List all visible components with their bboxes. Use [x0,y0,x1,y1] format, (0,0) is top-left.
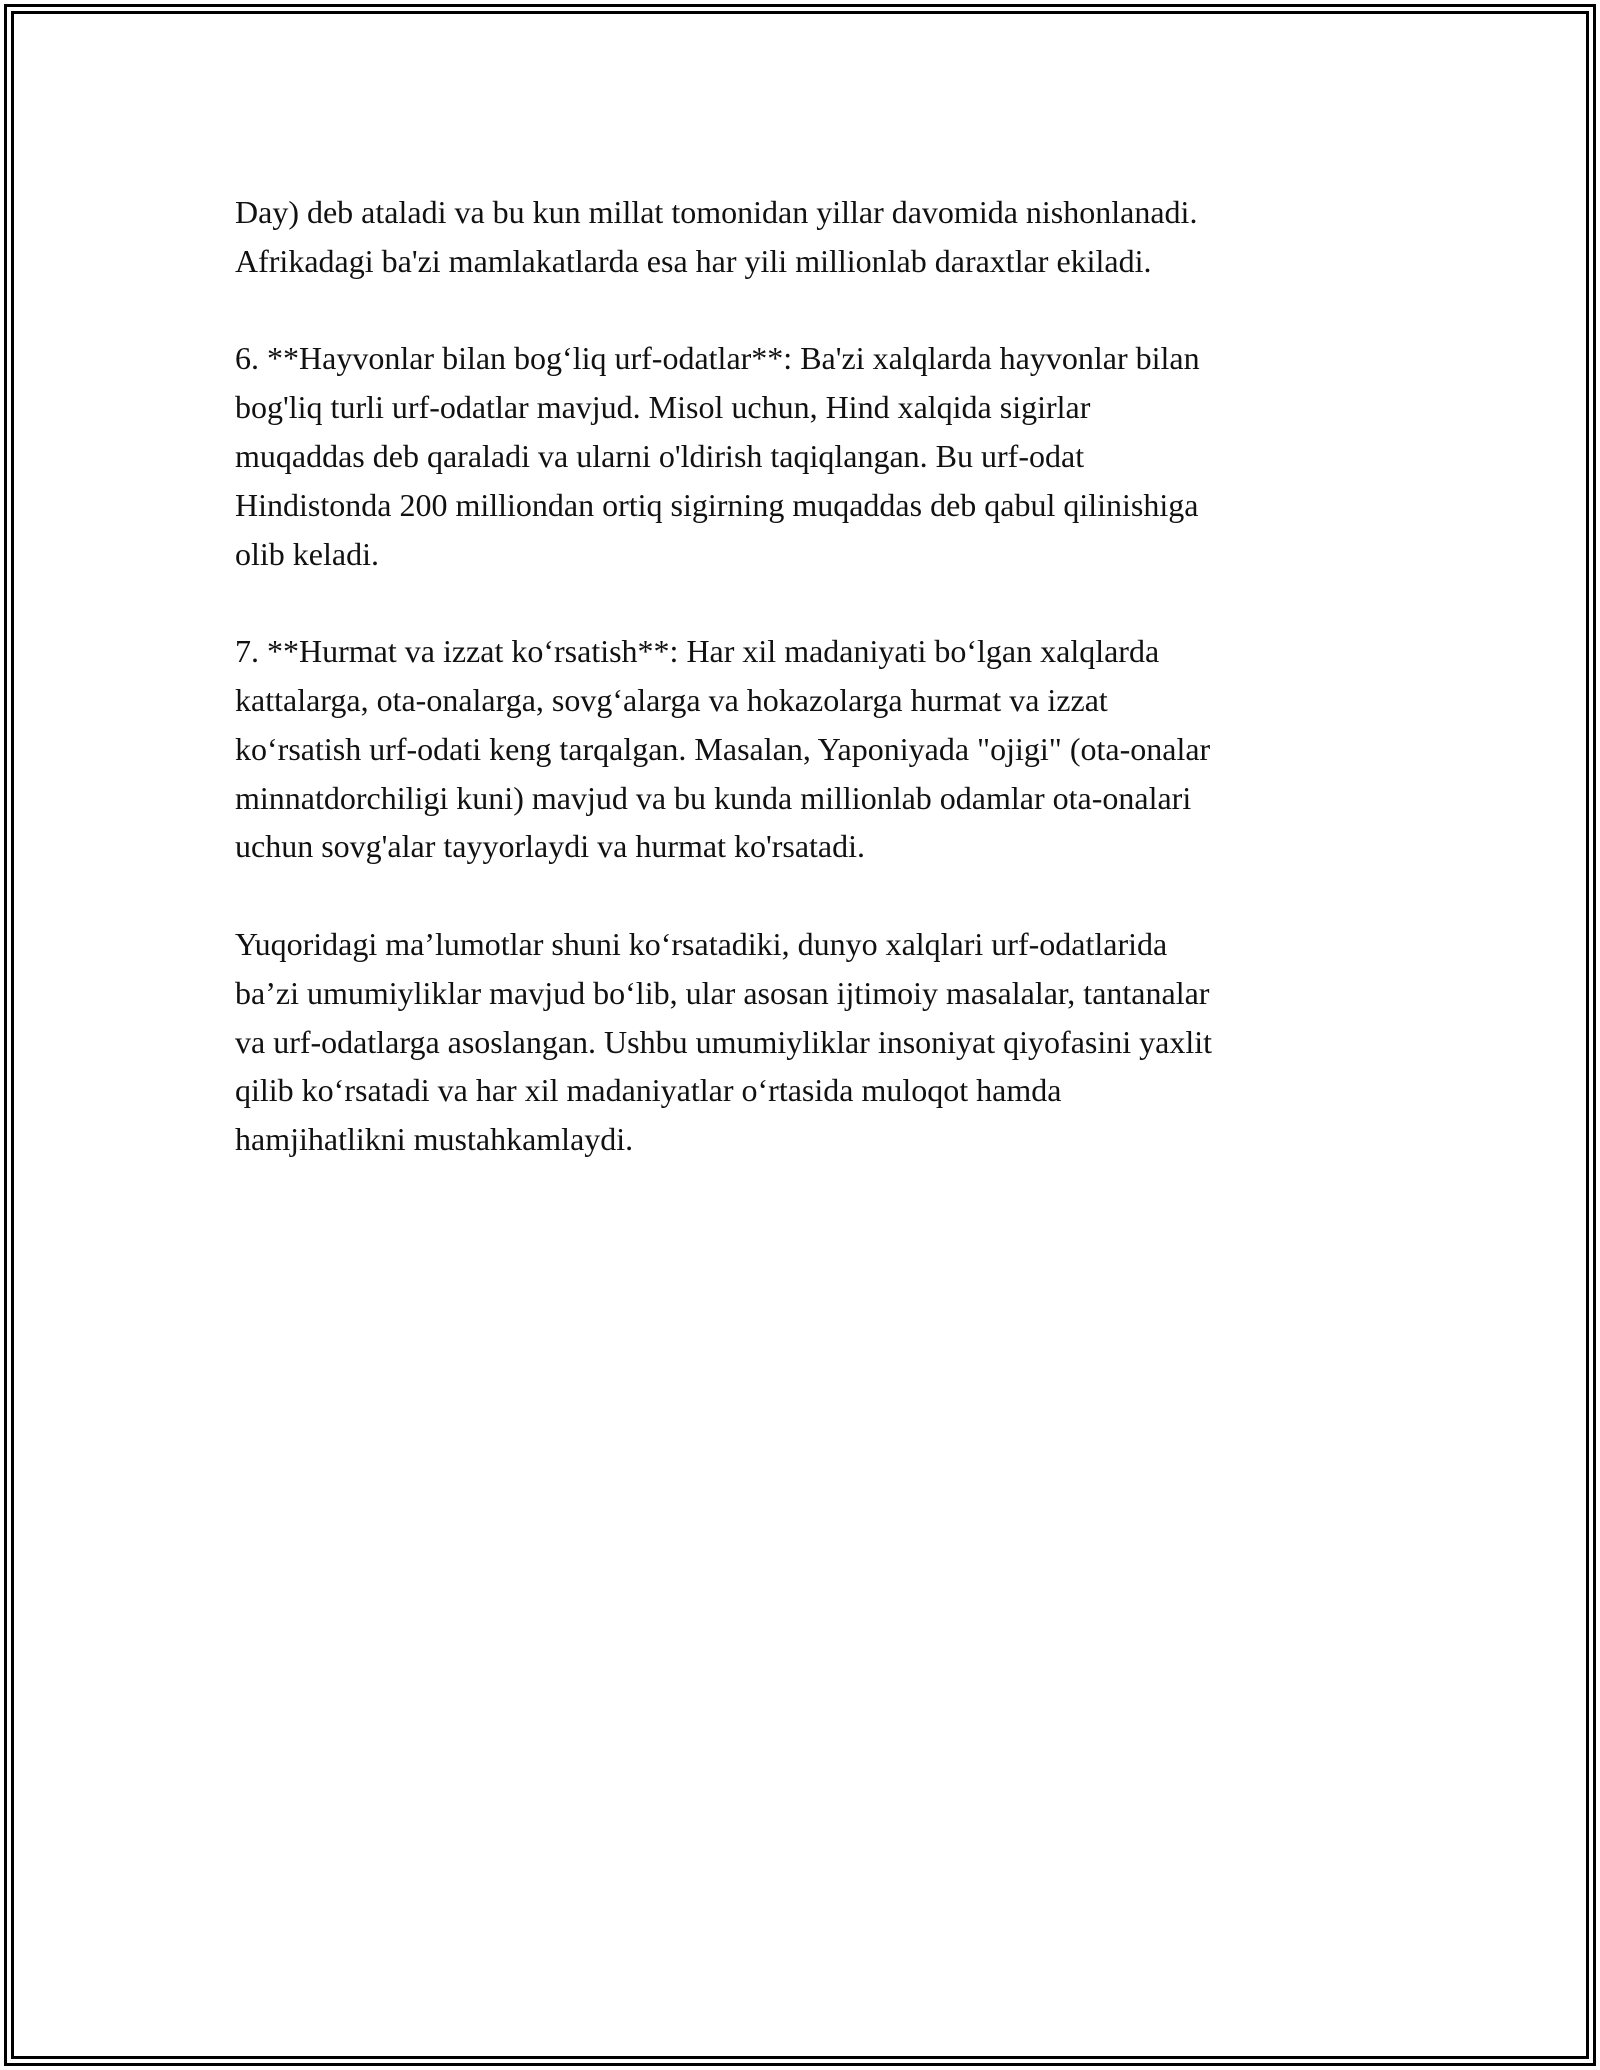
paragraph-animal-customs [235,334,1385,578]
text-line: Hindistonda 200 milliondan ortiq sigirning muqaddas deb qabul qilinishiga [235,486,1199,523]
text-line: kattalarga, ota-onalarga, sovg‘alarga va hokazolarga hurmat va izzat [235,681,1108,718]
text-line: ba’zi umumiyliklar mavjud bo‘lib, ular asosan ijtimoiy masalalar, tantanalar [235,974,1210,1011]
paragraph-tree-planting-continuation [235,188,1385,286]
paragraph-respect-customs [235,627,1385,871]
paragraph-conclusion [235,920,1385,1164]
text-line: minnatdorchiligi kuni) mavjud va bu kunda millionlab odamlar ota-onalari [235,779,1192,816]
document-body [235,188,1385,1213]
text-line: 7. **Hurmat va izzat ko‘rsatish**: Har xil madaniyati bo‘lgan xalqlarda [235,633,1160,670]
text-line: qilib ko‘rsatadi va har xil madaniyatlar o‘rtasida muloqot hamda [235,1072,1062,1109]
text-line: uchun sovg'alar tayyorlaydi va hurmat ko'rsatadi. [235,828,866,865]
text-line: ko‘rsatish urf-odati keng tarqalgan. Masalan, Yaponiyada "ojigi" (ota-onalar [235,730,1211,767]
text-line: Yuqoridagi ma’lumotlar shuni ko‘rsatadiki, dunyo xalqlari urf-odatlarida [235,925,1168,962]
text-line: muqaddas deb qaraladi va ularni o'ldirish taqiqlangan. Bu urf-odat [235,437,1085,474]
text-line: olib keladi. [235,535,379,572]
text-line: hamjihatlikni mustahkamlaydi. [235,1121,634,1158]
text-line: Afrikadagi ba'zi mamlakatlarda esa har yili millionlab daraxtlar ekiladi. [235,242,1152,279]
text-line: Day) deb ataladi va bu kun millat tomonidan yillar davomida nishonlanadi. [235,194,1198,230]
text-line: va urf-odatlarga asoslangan. Ushbu umumiyliklar insoniyat qiyofasini yaxlit [235,1023,1212,1060]
text-line: bog'liq turli urf-odatlar mavjud. Misol uchun, Hind xalqida sigirlar [235,389,1091,426]
text-line: 6. **Hayvonlar bilan bog‘liq urf-odatlar**: Ba'zi xalqlarda hayvonlar bilan [235,340,1200,377]
